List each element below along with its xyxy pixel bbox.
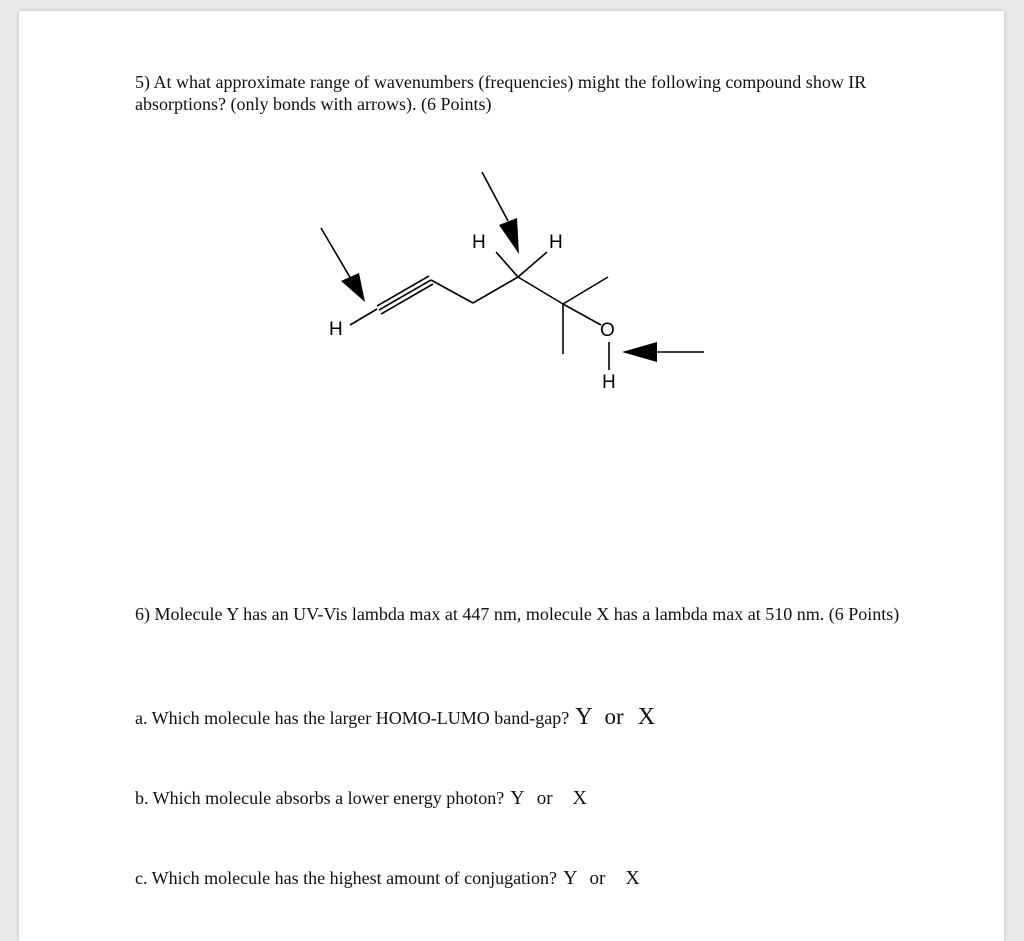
molecule-structure [19,11,1004,431]
atom-h-ch2-left: H [472,232,486,253]
atom-h-hydroxyl: H [602,372,616,393]
bond-h-c-alkyne [350,309,377,325]
atom-oxygen: O [600,320,615,341]
arrowhead-oh [622,342,657,362]
option-y[interactable]: Y [510,787,525,809]
option-y[interactable]: Y [563,867,578,889]
option-x[interactable]: X [625,867,640,889]
arrow-shaft-alkyne [321,228,351,279]
question-6c-text: c. Which molecule has the highest amount of conjugation? [135,868,558,888]
atom-h-alkyne: H [329,319,343,340]
option-x[interactable]: X [637,704,656,730]
bond-ch2-cq [518,277,563,304]
question-6a [135,704,655,731]
document-page [19,11,1004,941]
question-6-text: 6) Molecule Y has an UV-Vis lambda max at 447 nm, molecule X has a lambda max at 510 nm. (6 Points) [135,604,900,624]
question-5-text: 5) At what approximate range of wavenumbers (frequencies) might the following compound show IR absorptions? (only bonds with arrows). (6 Points) [135,72,867,114]
or-label: or [589,868,606,889]
bond-ch2-h-left [496,252,518,277]
bond-c-ch2 [431,280,473,303]
bond-cq-methyl-up [563,277,608,304]
bond-alkyne-2 [379,280,431,310]
arrowhead-alkyne [341,273,365,302]
option-y[interactable]: Y [575,704,593,730]
bond-ch2-h-right [518,252,547,277]
or-label: or [536,788,553,809]
atom-h-ch2-right: H [549,232,563,253]
question-6c [135,867,640,890]
arrowhead-ch2 [499,218,519,254]
question-6a-text: a. Which molecule has the larger HOMO-LUMO band-gap? [135,708,570,728]
bond-ch2-c [473,277,518,303]
question-6b [135,787,587,810]
option-x[interactable]: X [572,787,587,809]
arrow-shaft-ch2 [482,172,508,221]
or-label: or [604,704,624,729]
question-6b-text: b. Which molecule absorbs a lower energy photon? [135,788,505,808]
bond-cq-o [563,304,601,325]
